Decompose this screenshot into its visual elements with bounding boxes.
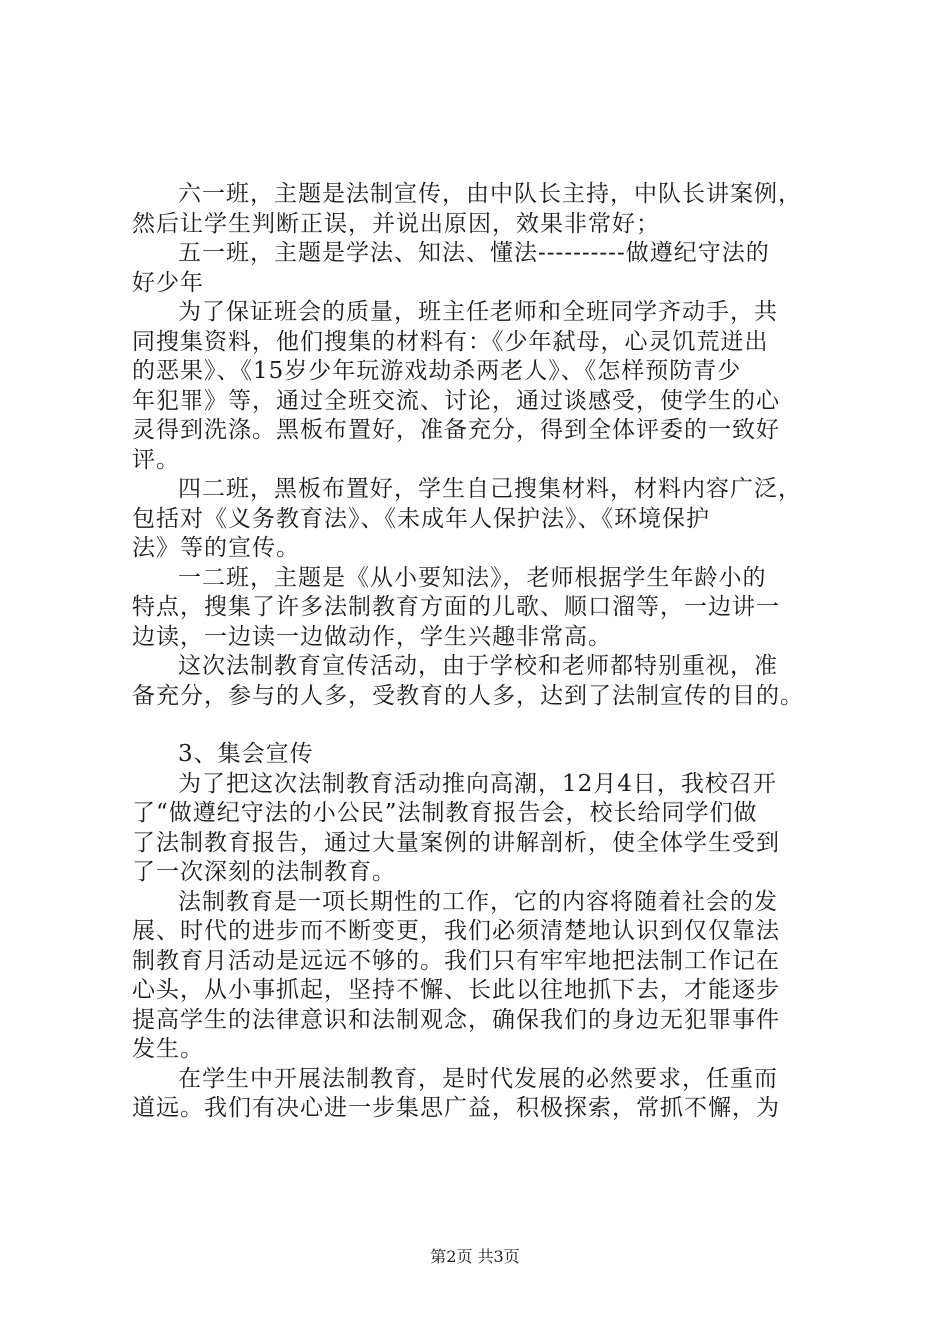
text-line: 包括对《义务教育法》、《未成年人保护法》、《环境保护	[132, 505, 710, 532]
paragraph-long-term-work	[132, 888, 852, 1065]
text-line: 好少年	[132, 269, 204, 296]
text-line: 展、时代的进步而不断变更，我们必须清楚地认识到仅仅靠法	[132, 918, 780, 944]
page-footer	[0, 1244, 950, 1267]
text-line: 五一班，主题是学法、知法、懂法----------做遵纪守法的	[178, 240, 770, 266]
text-line: 年犯罪》等，通过全班交流、讨论，通过谈感受，使学生的心	[132, 387, 780, 414]
paragraph-conclusion	[132, 1065, 852, 1124]
paragraph-class-5-1	[132, 239, 852, 298]
text-line: 同搜集资料，他们搜集的材料有：《少年弑母，心灵饥荒迸出	[132, 328, 769, 355]
text-line: 的恶果》、《15岁少年玩游戏劫杀两老人》、《怎样预防青少	[132, 358, 742, 384]
text-line: 法》等的宣传。	[132, 535, 300, 561]
paragraph-assembly-report	[132, 770, 852, 888]
text-line: 发生。	[132, 1036, 204, 1062]
paragraph-class-1-2	[132, 564, 852, 653]
text-line: 然后让学生判断正误，并说出原因，效果非常好；	[132, 210, 660, 237]
section-heading	[132, 740, 852, 770]
text-line: 道远。我们有决心进一步集思广益，积极探索，常抓不懈，为	[132, 1095, 780, 1121]
page-number-label: 第2页 共3页	[430, 1247, 520, 1266]
paragraph-spacer	[132, 711, 852, 740]
text-line: 一二班，主题是《从小要知法》，老师根据学生年龄小的	[178, 564, 767, 591]
text-line: 心头，从小事抓起，坚持不懈、长此以往地抓下去，才能逐步	[132, 977, 780, 1003]
text-line: 这次法制教育宣传活动，由于学校和老师都特别重视，准	[178, 653, 778, 679]
text-line: 四二班，黑板布置好，学生自己搜集材料，材料内容广泛，	[178, 476, 802, 502]
text-line: 在学生中开展法制教育，是时代发展的必然要求，任重而	[178, 1065, 778, 1092]
text-line: 了“做遵纪守法的小公民”法制教育报告会，校长给同学们做	[132, 800, 758, 826]
text-line: 制教育月活动是远远不够的。我们只有牢牢地把法制工作记在	[132, 947, 780, 974]
text-line: 为了保证班会的质量，班主任老师和全班同学齐动手，共	[178, 299, 778, 325]
section-heading-text: 3、集会宣传	[178, 741, 314, 767]
paragraph-class-4-2	[132, 475, 852, 564]
paragraph-class-6-1	[132, 180, 852, 239]
text-line: 备充分，参与的人多，受教育的人多，达到了法制宣传的目的。	[132, 682, 804, 709]
paragraph-activity-summary	[132, 652, 852, 711]
text-line: 边读，一边读一边做动作，学生兴趣非常高。	[132, 623, 612, 650]
text-line: 了法制教育报告，通过大量案例的讲解剖析，使全体学生受到	[132, 829, 780, 856]
text-line: 特点，搜集了许多法制教育方面的儿歌、顺口溜等，一边讲一	[132, 594, 780, 620]
text-line: 提高学生的法律意识和法制观念，确保我们的身边无犯罪事件	[132, 1006, 780, 1033]
text-line: 法制教育是一项长期性的工作，它的内容将随着社会的发	[178, 888, 778, 915]
paragraph-class-meeting-quality	[132, 298, 852, 475]
document-body	[132, 180, 852, 1124]
text-line: 六一班，主题是法制宣传，由中队长主持，中队长讲案例，	[178, 181, 802, 207]
text-line: 灵得到洗涤。黑板布置好，准备充分，得到全体评委的一致好	[132, 417, 780, 443]
text-line: 了一次深刻的法制教育。	[132, 859, 396, 885]
text-line: 评。	[132, 446, 180, 473]
text-line: 为了把这次法制教育活动推向高潮，12月4日，我校召开	[178, 770, 777, 797]
